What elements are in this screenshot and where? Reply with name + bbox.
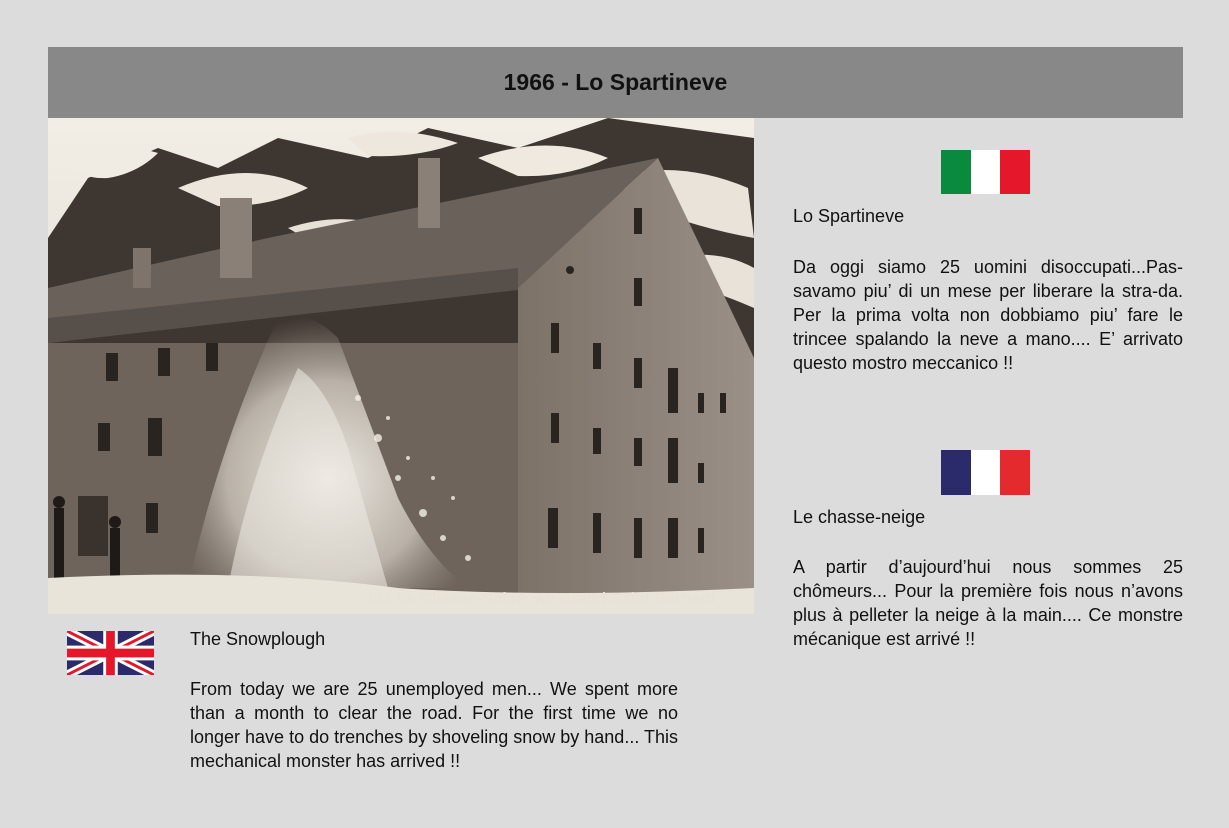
france-flag-icon	[941, 450, 1030, 495]
english-text: From today we are 25 unemployed men... We spent more than a month to clear the road. For the first time we no longer have to do trenches by shoveling snow by hand... This mechanical monster has arrived !!	[190, 679, 678, 771]
english-title: The Snowplough	[190, 629, 326, 649]
page-title: 1966 - Lo Spartineve	[503, 69, 728, 95]
historic-photo	[48, 118, 754, 614]
photo-caption: 133 Le Chasse-Neige, Au Grand Saint Bernard	[366, 590, 717, 607]
italy-flag-icon	[941, 150, 1030, 194]
italy-flag-white	[971, 150, 1001, 194]
italian-title: Lo Spartineve	[793, 206, 905, 226]
france-flag-red	[1000, 450, 1030, 495]
italy-flag-green	[941, 150, 971, 194]
uk-flag-icon	[67, 631, 154, 675]
italy-flag-red	[1000, 150, 1030, 194]
france-flag-blue	[941, 450, 971, 495]
italian-text: Da oggi siamo 25 uomini disoccupati...Pas-savamo piu’ di un mese per liberare la stra-da. Per la prima volta non dobbiamo piu’ fare le trincee spalando la neve a mano.... E’ arrivato questo mostro meccanico !!	[793, 257, 1183, 373]
france-flag-white	[971, 450, 1001, 495]
page-header	[48, 47, 1183, 118]
french-title: Le chasse-neige	[793, 507, 926, 527]
french-text: A partir d’aujourd’hui nous sommes 25 chômeurs... Pour la première fois nous n’avons plus à pelleter la neige à la main.... Ce monstre mécanique est arrivé !!	[793, 557, 1183, 649]
